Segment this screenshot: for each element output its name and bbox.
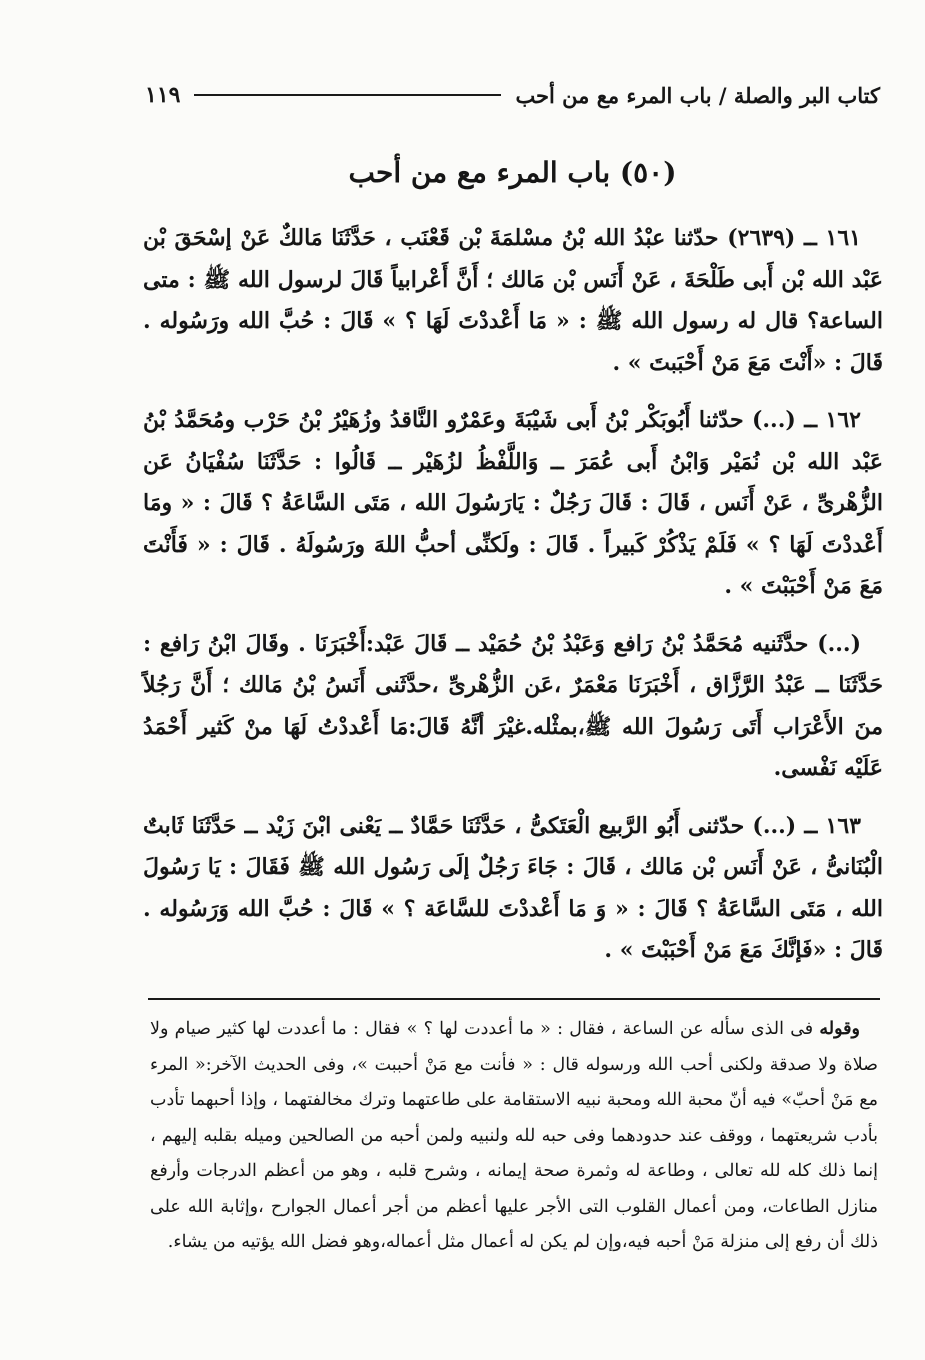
hadith-162: ١٦٢ ــ (...) حدّثنا أَبُوبَكْر بْنُ أَبى شَيْبَةَ وعَمْرٌو النَّاقدُ وزُهَيْرُ بْنُ حَرْب ومُحَمَّدُ بْنُ عَبْد الله بْن نُمَيْر وَابْنُ أَبى عُمَرَ ــ وَاللَّفْظُ لزُهَيْر ــ قَالُوا : حَدَّثَنَا سُفْيَانُ عَن الزُّهْرىِّ ، عَنْ أَنَس ، قَالَ : قَالَ رَجُلٌ : يَارَسُولَ الله ، مَتَى السَّاعَةُ ؟ قَالَ : « ومَا أَعْددْتَ لَهَا ؟ » فَلَمْ يَذْكُرْ كَبيراً . قَالَ : ولَكنِّى أحبُّ اللهَ ورَسُولَهُ . قَالَ : « فَأَنْتَ مَعَ مَنْ أَحْبَبْتَ » . [143, 407, 883, 599]
footnote-text: فى الذى سأله عن الساعة ، فقال : « ما أعددت لها ؟ » فقال : ما أعددت لها كثير صيام ولا صلاة ولا صدقة ولكنى أحب الله ورسوله قال : « فأنت مع مَنْ أحببت »، وفى الحديث الآخر:« المرء مع مَنْ أحبّ» فيه أنّ محبة الله ومحبة نبيه الاستقامة على طاعتهما وترك مخالفتهما ، وإذا أحبهما تأدب بأدب شريعتهما ، ووقف عند حدودهما وفى حبه لله ولنبيه ولمن أحبه من الصالحين وميله بقلبه إليهم ، إنما ذلك كله لله تعالى ، وطاعة له وثمرة صحة إيمانه ، وشرح قلبه ، وهو من أعظم الدرجات وأرفع منازل الطاعات، ومن أعمال القلوب التى الأجر عليها أعظم من أجر أعمال الجوارح ،وإثابة الله على ذلك أن رفع إلى منزلة مَنْ أحبه فيه،وإن لم يكن له أعمال مثل أعماله،وهو فضل الله يؤتيه من يشاء. [150, 1019, 878, 1252]
hadith-body [143, 218, 883, 988]
running-header [145, 78, 880, 112]
chapter-title: (٥٠) باب المرء مع من أحب [348, 156, 677, 189]
footnote-paragraph [150, 1012, 878, 1261]
running-title: كتاب البر والصلة / باب المرء مع من أحب [515, 82, 880, 108]
footnote-lead: وقوله [819, 1019, 860, 1039]
hadith-162-variant: (...) حدَّثَنيه مُحَمَّدُ بْنُ رَافع وَعَبْدُ بْنُ حُمَيْد ــ قَالَ عَبْد:أَخْبَرَنَا . وقَالَ ابْنُ رَافع : حَدَّثَنَا ــ عَبْدُ الرَّزَّاق ، أَخْبَرَنَا مَعْمَرٌ ،عَن الزُّهْرىِّ ،حدَّثَنى أَنَسُ بْنُ مَالك ؛ أَنَّ رَجُلاً منَ الأَعْرَاب أَتَى رَسُولَ الله ﷺ،بمثْله.غيْرَ أنَّهُ قَالَ:مَا أَعْددْتُ لَهَا منْ كَثير أَحْمَدُ عَلَيْه نَفْسى. [143, 630, 883, 781]
footnote [150, 1012, 878, 1261]
footnote-rule [148, 998, 880, 1000]
page-number: ١١٩ [145, 82, 181, 108]
hadith-163: ١٦٣ ــ (...) حدّثنى أَبُو الرَّبيع الْعَتَكىُّ ، حَدَّثَنَا حَمَّادٌ ــ يَعْنى ابْنَ زَيْد ــ حَدَّثَنَا ثَابتٌ الْبُنَانىُّ ، عَنْ أَنَس بْن مَالك ، قَالَ : جَاءَ رَجُلٌ إلَى رَسُول الله ﷺ فَقَالَ : يَا رَسُولَ الله ، مَتَى السَّاعَةُ ؟ قَالَ : « وَ مَا أَعْددْتَ للسَّاعَة ؟ » قَالَ : حُبَّ الله وَرَسُوله . قَالَ : «فَإنَّكَ مَعَ مَنْ أَحْبَبْتَ » . [143, 812, 883, 963]
hadith-161: ١٦١ ــ (٢٦٣٩) حدّثنا عبْدُ الله بْنُ مسْلمَةَ بْن قَعْنَب ، حَدَّثَنَا مَالكٌ عَنْ إسْحَقَ بْن عَبْد الله بْن أَبى طَلْحَةَ ، عَنْ أَنَس بْن مَالك ؛ أَنَّ أَعْرابياً قَالَ لرسول الله ﷺ : متى الساعة؟ قال له رسول الله ﷺ : « مَا أَعْددْتَ لَهَا ؟ » قَالَ : حُبَّ الله ورَسُوله . قَالَ : «أَنْتَ مَعَ مَنْ أَحْبَبتَ » . [143, 225, 883, 376]
header-rule [194, 94, 501, 96]
